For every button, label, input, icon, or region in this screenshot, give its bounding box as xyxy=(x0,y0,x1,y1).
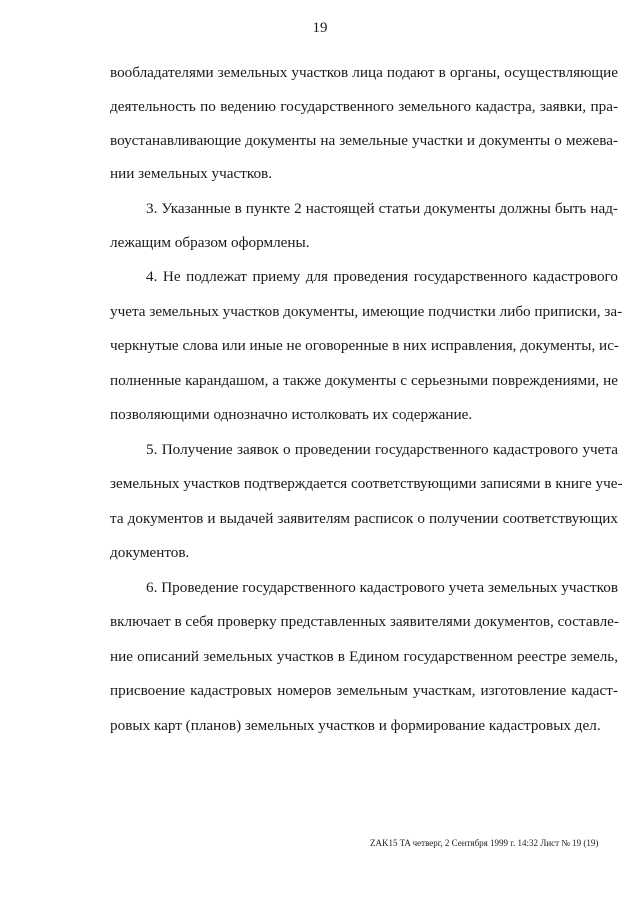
text-line: ровых карт (планов) земельных участков и формирование кадастровых дел. xyxy=(110,717,601,734)
text-line: 5. Получение заявок о проведении государственного кадастрового учета xyxy=(146,441,618,458)
page-footer: ZAK15 TA четверг, 2 Сентября 1999 г. 14:32 Лист № 19 (19) xyxy=(370,838,599,848)
text-line: 6. Проведение государственного кадастрового учета земельных участков xyxy=(146,579,618,596)
text-line: полненные карандашом, а также документы с серьезными повреждениями, не xyxy=(110,372,618,389)
text-line: нии земельных участков. xyxy=(110,165,273,182)
page-number: 19 xyxy=(312,20,328,36)
text-line: 3. Указанные в пункте 2 настоящей статьи документы должны быть над- xyxy=(146,200,618,217)
text-line: лежащим образом оформлены. xyxy=(110,234,310,251)
text-line: воустанавливающие документы на земельные участки и документы о межева- xyxy=(110,132,618,149)
text-line: ние описаний земельных участков в Едином государственном реестре земель, xyxy=(110,648,618,665)
text-line: 4. Не подлежат приему для проведения государственного кадастрового xyxy=(146,268,618,285)
text-line: присвоение кадастровых номеров земельным участкам, изготовление кадаст- xyxy=(110,682,618,699)
text-line: включает в себя проверку представленных заявителями документов, составле- xyxy=(110,613,619,630)
text-line: та документов и выдачей заявителям расписок о получении соответствующих xyxy=(110,510,618,527)
text-line: вообладателями земельных участков лица подают в органы, осуществляющие xyxy=(110,64,618,81)
text-line: земельных участков подтверждается соответствующими записями в книге уче- xyxy=(110,475,623,492)
text-line: позволяющими однозначно истолковать их содержание. xyxy=(110,406,473,423)
text-line: документов. xyxy=(110,544,190,561)
text-line: черкнутые слова или иные не оговоренные в них исправления, документы, ис- xyxy=(110,337,619,354)
text-line: учета земельных участков документы, имеющие подчистки либо приписки, за- xyxy=(110,303,623,320)
text-line: деятельность по ведению государственного земельного кадастра, заявки, пра- xyxy=(110,98,618,115)
